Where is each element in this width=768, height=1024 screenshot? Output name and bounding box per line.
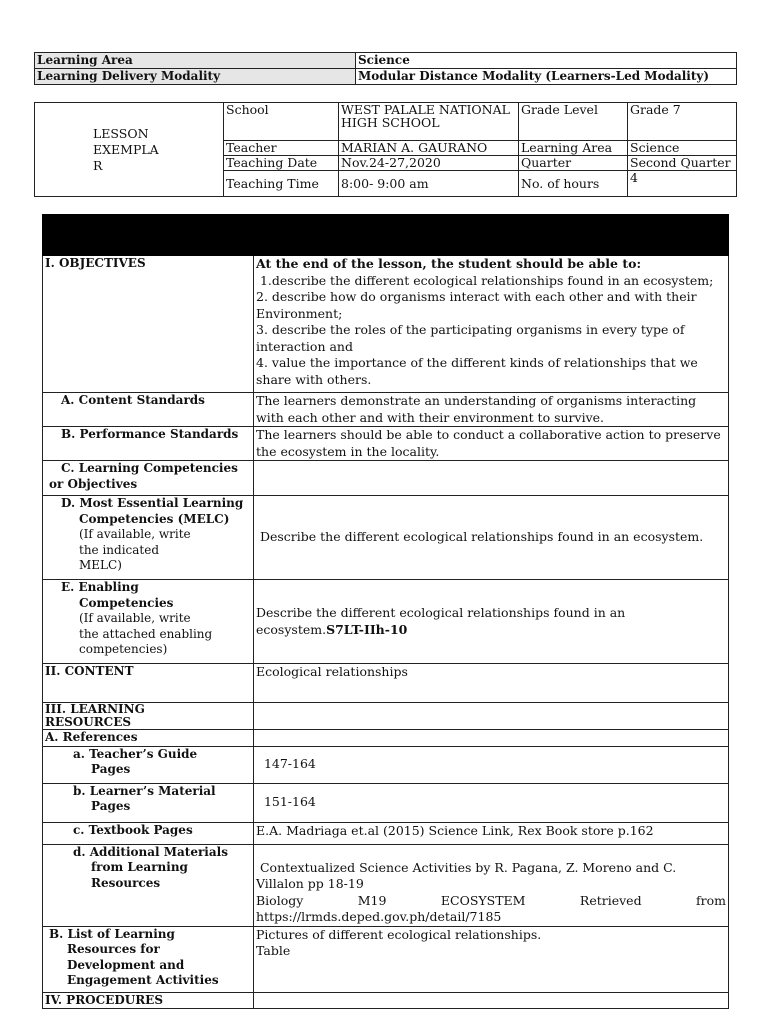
teachers-guide-label: a. Teacher’s Guide Pages <box>43 746 254 783</box>
teaching-time-label: Teaching Time <box>224 171 339 197</box>
learning-resources-label: III. LEARNING RESOURCES <box>43 703 254 730</box>
school-value: WEST PALALE NATIONAL HIGH SCHOOL <box>339 103 519 141</box>
grade-level-label: Grade Level <box>519 103 628 141</box>
quarter-label: Quarter <box>519 156 628 171</box>
enabling-competencies-row <box>43 580 729 664</box>
learning-area-label-2: Learning Area <box>519 141 628 156</box>
melc-value: Describe the different ecological relationships found in an ecosystem. <box>254 496 729 580</box>
performance-standards-label: B. Performance Standards <box>43 427 254 461</box>
objective-3: 3. describe the roles of the participating organisms in every type of interaction and <box>256 322 685 354</box>
learning-competencies-row <box>43 461 729 496</box>
deped-link[interactable]: https://lrmds.deped.gov.ph/detail/7185 <box>256 909 502 924</box>
learning-area-table <box>34 52 737 85</box>
learning-resources-row <box>43 703 729 730</box>
additional-materials-value: Contextualized Science Activities by R. Pagana, Z. Moreno and C. Villalon pp 18-19 Biology M19 ECOSYSTEM Retrieved from https://lrmds.deped.gov.ph/detail/7185 <box>254 844 729 926</box>
objectives-intro: At the end of the lesson, the student should be able to: <box>256 256 642 271</box>
modality-label: Learning Delivery Modality <box>35 69 356 85</box>
additional-materials-label: d. Additional Materials from Learning Resources <box>43 844 254 926</box>
learning-area-label: Learning Area <box>35 53 356 69</box>
textbook-pages-value: E.A. Madriaga et.al (2015) Science Link, Rex Book store p.162 <box>254 822 729 844</box>
school-label: School <box>224 103 339 141</box>
list-resources-label: B. List of Learning Resources for Development and Engagement Activities <box>43 926 254 992</box>
teacher-value: MARIAN A. GAURANO <box>339 141 519 156</box>
textbook-pages-row <box>43 822 729 844</box>
list-resources-row <box>43 926 729 992</box>
objective-4: 4. value the importance of the different kinds of relationships that we share with others. <box>256 355 698 387</box>
objectives-label: I. OBJECTIVES <box>43 256 254 393</box>
objectives-row <box>43 256 729 393</box>
grade-level-value: Grade 7 <box>628 103 737 141</box>
melc-label: D. Most Essential Learning Competencies (MELC) (If available, write the indicated MELC) <box>43 496 254 580</box>
learners-material-row <box>43 783 729 822</box>
lesson-exemplar-label: LESSON EXEMPLA R <box>35 103 224 197</box>
lesson-plan-table <box>42 214 729 1009</box>
objectives-value <box>254 256 729 393</box>
content-label: II. CONTENT <box>43 664 254 703</box>
content-standards-value: The learners demonstrate an understanding of organisms interacting with each other and with their environment to survive. <box>254 393 729 427</box>
teaching-time-value: 8:00- 9:00 am <box>339 171 519 197</box>
hours-value: 4 <box>628 171 737 197</box>
procedures-row <box>43 992 729 1009</box>
performance-standards-row <box>43 427 729 461</box>
learning-area-value: Science <box>356 53 737 69</box>
teaching-date-value: Nov.24-27,2020 <box>339 156 519 171</box>
learning-area-value-2: Science <box>628 141 737 156</box>
lesson-header-table <box>34 102 737 197</box>
additional-materials-row <box>43 844 729 926</box>
modality-value: Modular Distance Modality (Learners-Led Modality) <box>356 69 737 85</box>
textbook-pages-label: c. Textbook Pages <box>43 822 254 844</box>
content-value: Ecological relationships <box>254 664 729 703</box>
learners-material-value: 151-164 <box>254 783 729 822</box>
references-row <box>43 730 729 747</box>
objective-1: 1.describe the different ecological relationships found in an ecosystem; <box>256 272 714 288</box>
enabling-competencies-label: E. Enabling Competencies (If available, write the attached enabling competencies) <box>43 580 254 664</box>
learners-material-label: b. Learner’s Material Pages <box>43 783 254 822</box>
list-resources-value: Pictures of different ecological relationships. Table <box>254 926 729 992</box>
objective-2: 2. describe how do organisms interact with each other and with their Environment; <box>256 289 697 321</box>
content-row <box>43 664 729 703</box>
enabling-competencies-value: Describe the different ecological relationships found in an ecosystem.S7LT-IIh-10 <box>254 580 729 664</box>
content-standards-row <box>43 393 729 427</box>
teacher-label: Teacher <box>224 141 339 156</box>
hours-label: No. of hours <box>519 171 628 197</box>
table-header-row <box>43 215 729 256</box>
competency-code: S7LT-IIh-10 <box>326 621 408 637</box>
quarter-value: Second Quarter <box>628 156 737 171</box>
teachers-guide-value: 147-164 <box>254 746 729 783</box>
content-standards-label: A. Content Standards <box>43 393 254 427</box>
performance-standards-value: The learners should be able to conduct a collaborative action to preserve the ecosystem in the locality. <box>254 427 729 461</box>
melc-row <box>43 496 729 580</box>
references-label: A. References <box>43 730 254 747</box>
procedures-label: IV. PROCEDURES <box>43 992 254 1009</box>
learning-competencies-label: C. Learning Competencies or Objectives <box>43 461 254 496</box>
teaching-date-label: Teaching Date <box>224 156 339 171</box>
teachers-guide-row <box>43 746 729 783</box>
